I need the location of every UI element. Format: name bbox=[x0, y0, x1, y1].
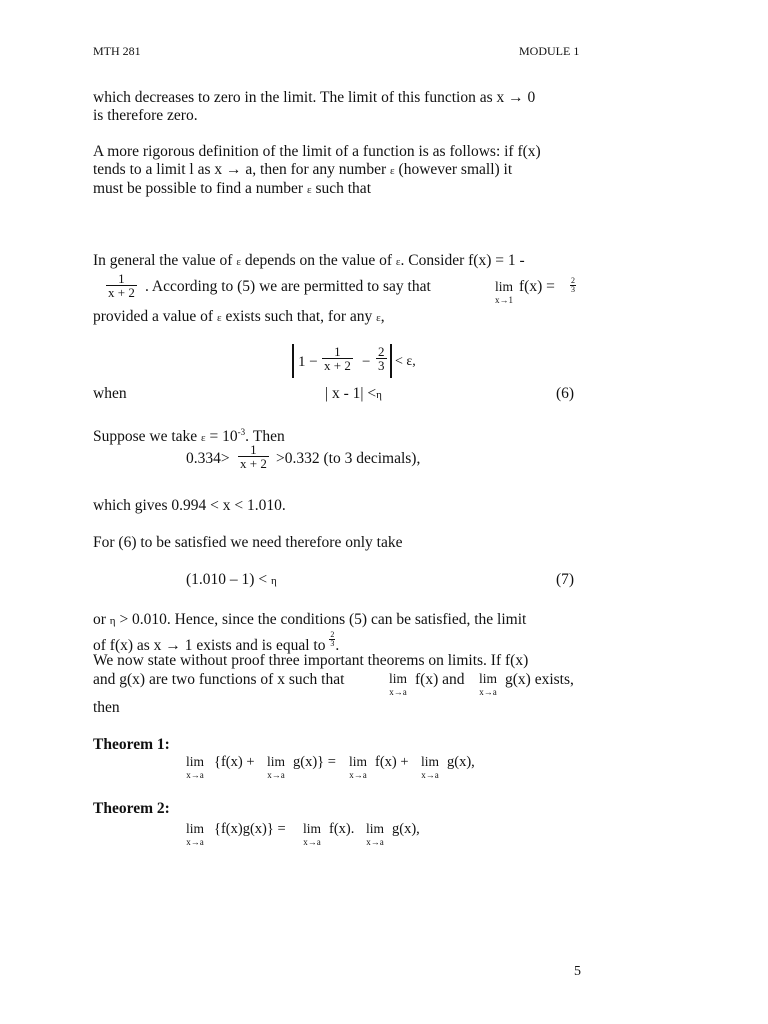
lim-word: lim bbox=[366, 821, 385, 836]
eta-symbol: η bbox=[109, 615, 116, 627]
para5-line2c: g(x) exists, bbox=[505, 671, 574, 688]
theorem2-title bbox=[93, 800, 170, 818]
arrow-symbol: → bbox=[508, 89, 524, 106]
para3-text-d: provided a value of bbox=[93, 308, 214, 325]
abs-bar-left bbox=[292, 344, 294, 378]
eq6-when: when bbox=[93, 385, 127, 402]
eq6-rhs: < ε, bbox=[395, 354, 416, 369]
para5-line3: then bbox=[93, 699, 120, 716]
para3-text-c: . Consider f(x) = 1 - bbox=[400, 252, 525, 269]
para4-text-c: of f(x) as x bbox=[93, 637, 162, 654]
lim-word: lim bbox=[421, 754, 440, 769]
theorem2-lim3 bbox=[366, 822, 384, 847]
theorem1-lim4 bbox=[421, 755, 439, 780]
theorem1-term1: {f(x) + bbox=[214, 754, 255, 770]
para3-text-e: exists such that, for any bbox=[225, 308, 373, 325]
fraction-denominator: x + 2 bbox=[324, 358, 351, 373]
para3-line1 bbox=[93, 252, 525, 271]
page-number: 5 bbox=[574, 964, 581, 979]
lim-word: lim bbox=[479, 671, 498, 686]
para2-line3 bbox=[93, 180, 371, 199]
eq6-cond-text: | x - 1| < bbox=[325, 385, 377, 402]
epsilon-symbol: ε bbox=[376, 312, 381, 324]
para4-text-b: > 0.010. Hence, since the conditions (5) can be satisfied, the limit bbox=[119, 611, 527, 628]
para2-text-d: must be possible to find a number bbox=[93, 180, 304, 197]
eta-symbol: η bbox=[270, 575, 277, 587]
fraction-denominator: 3 bbox=[571, 285, 575, 294]
eq7-lhs bbox=[186, 571, 277, 590]
inequality-fraction bbox=[238, 443, 269, 470]
fraction-1-over-x-plus-2 bbox=[106, 272, 137, 299]
lim-subscript: x→a bbox=[186, 836, 204, 847]
para2-text-e: such that bbox=[315, 180, 371, 197]
para4-text-d: 1 exists and is equal to bbox=[184, 637, 326, 654]
lim-subscript: x→a bbox=[421, 769, 439, 780]
eta-symbol: η bbox=[376, 389, 382, 401]
limit-x-to-a bbox=[479, 672, 497, 697]
theorem1-title-text: Theorem 1: bbox=[93, 736, 170, 753]
fraction-numerator: 2 bbox=[378, 344, 385, 359]
para1-line1 bbox=[93, 89, 535, 107]
lim-subscript: x→a bbox=[349, 769, 367, 780]
para1-line2: is therefore zero. bbox=[93, 107, 198, 124]
para1-text-a: which decreases to zero in the limit. The limit of this function as x bbox=[93, 89, 505, 106]
theorem1-lim3 bbox=[349, 755, 367, 780]
lim-subscript: x→1 bbox=[495, 294, 513, 305]
lim-subscript: x→a bbox=[389, 686, 407, 697]
exponent: -3 bbox=[237, 427, 246, 437]
epsilon-symbol: ε bbox=[236, 256, 241, 268]
eq7-lhs-text: (1.010 – 1) < bbox=[186, 571, 268, 588]
theorem2-term2: f(x). bbox=[329, 821, 355, 837]
lim-subscript: x→a bbox=[303, 836, 321, 847]
eq6-one-minus: 1 − bbox=[298, 354, 318, 370]
para2-text-b: a, then for any number bbox=[245, 161, 387, 178]
lim-subscript: x→a bbox=[186, 769, 204, 780]
epsilon-symbol: ε bbox=[306, 184, 312, 196]
suppose-text-c: . Then bbox=[245, 428, 285, 446]
lim-subscript: x→a bbox=[267, 769, 285, 780]
lim-word: lim bbox=[389, 671, 408, 686]
para2-text-a: tends to a limit l as x bbox=[93, 161, 223, 178]
theorem2-lim2 bbox=[303, 822, 321, 847]
para1-text-b: 0 bbox=[527, 89, 536, 106]
abs-bar-right bbox=[390, 344, 392, 378]
lim-word: lim bbox=[303, 821, 322, 836]
lim-word: lim bbox=[186, 754, 205, 769]
para3-fx-equals: f(x) = bbox=[519, 278, 555, 295]
eq6-condition bbox=[325, 385, 382, 404]
para3-text-f: , bbox=[380, 308, 385, 325]
arrow-symbol: → bbox=[165, 637, 181, 654]
theorem2-title-text: Theorem 2: bbox=[93, 800, 170, 817]
para2-line1: A more rigorous definition of the limit of a function is as follows: if f(x) bbox=[93, 143, 541, 160]
para5-line2a: and g(x) are two functions of x such that bbox=[93, 671, 345, 688]
para4-text-e: . bbox=[335, 637, 340, 654]
epsilon-symbol: ε bbox=[390, 165, 395, 177]
para3-text-a: In general the value of bbox=[93, 252, 233, 269]
eq6-fraction bbox=[322, 345, 353, 372]
para5-line1: We now state without proof three important theorems on limits. If f(x) bbox=[93, 652, 529, 669]
para5-line2b: f(x) and bbox=[415, 671, 465, 688]
inequality-right: >0.332 (to 3 decimals), bbox=[276, 450, 421, 467]
course-code: MTH 281 bbox=[93, 44, 141, 58]
limit-x-to-a bbox=[389, 672, 407, 697]
lim-word: lim bbox=[495, 279, 514, 294]
eq6-tag: (6) bbox=[556, 385, 575, 402]
eq6-minus: − bbox=[362, 354, 371, 370]
for6-line: For (6) to be satisfied we need therefore only take bbox=[93, 534, 403, 551]
eq7-tag: (7) bbox=[556, 571, 575, 588]
theorem2-lim1 bbox=[186, 822, 204, 847]
para4-text-a: or bbox=[93, 611, 106, 628]
fraction-numerator: 1 bbox=[322, 345, 353, 359]
fraction-numerator: 2 bbox=[330, 630, 335, 639]
para2-text-c: (however small) it bbox=[398, 161, 513, 178]
fraction-denominator: 3 bbox=[378, 358, 385, 373]
fraction-numerator: 2 bbox=[571, 276, 575, 285]
fraction-denominator: x + 2 bbox=[240, 456, 267, 471]
lim-subscript: x→a bbox=[366, 836, 384, 847]
lim-word: lim bbox=[349, 754, 368, 769]
theorem2-term1: {f(x)g(x)} = bbox=[214, 821, 286, 837]
theorem1-term4: g(x), bbox=[447, 754, 475, 770]
theorem1-lim1 bbox=[186, 755, 204, 780]
fraction-numerator: 1 bbox=[238, 443, 269, 457]
theorem2-term3: g(x), bbox=[392, 821, 420, 837]
suppose-text-a: Suppose we take bbox=[93, 428, 198, 446]
theorem1-term2: g(x)} = bbox=[293, 754, 336, 770]
inequality-left: 0.334> bbox=[186, 450, 230, 467]
arrow-symbol: → bbox=[226, 161, 242, 178]
para4-line1 bbox=[93, 611, 526, 630]
module-label: MODULE 1 bbox=[519, 44, 580, 58]
fraction-numerator: 1 bbox=[106, 272, 137, 286]
eq6-two-thirds bbox=[376, 345, 387, 372]
para3-line3 bbox=[93, 308, 385, 327]
fraction-two-thirds bbox=[570, 277, 576, 301]
gives-line: which gives 0.994 < x < 1.010. bbox=[93, 497, 286, 514]
epsilon-symbol: ε bbox=[201, 432, 206, 445]
para3-line2: . According to (5) we are permitted to say that bbox=[145, 278, 431, 295]
theorem1-lim2 bbox=[267, 755, 285, 780]
fraction-denominator: x + 2 bbox=[108, 285, 135, 300]
para3-text-b: depends on the value of bbox=[244, 252, 393, 269]
lim-subscript: x→a bbox=[479, 686, 497, 697]
epsilon-symbol: ε bbox=[216, 312, 222, 324]
limit-x-to-1 bbox=[495, 280, 513, 305]
theorem1-term3: f(x) + bbox=[375, 754, 409, 770]
lim-word: lim bbox=[267, 754, 286, 769]
epsilon-symbol: ε bbox=[395, 256, 401, 268]
lim-word: lim bbox=[186, 821, 205, 836]
fraction-denominator: 3 bbox=[330, 639, 335, 648]
theorem1-title bbox=[93, 736, 170, 754]
para2-line2 bbox=[93, 161, 512, 180]
suppose-text-b: = 10 bbox=[209, 428, 238, 446]
